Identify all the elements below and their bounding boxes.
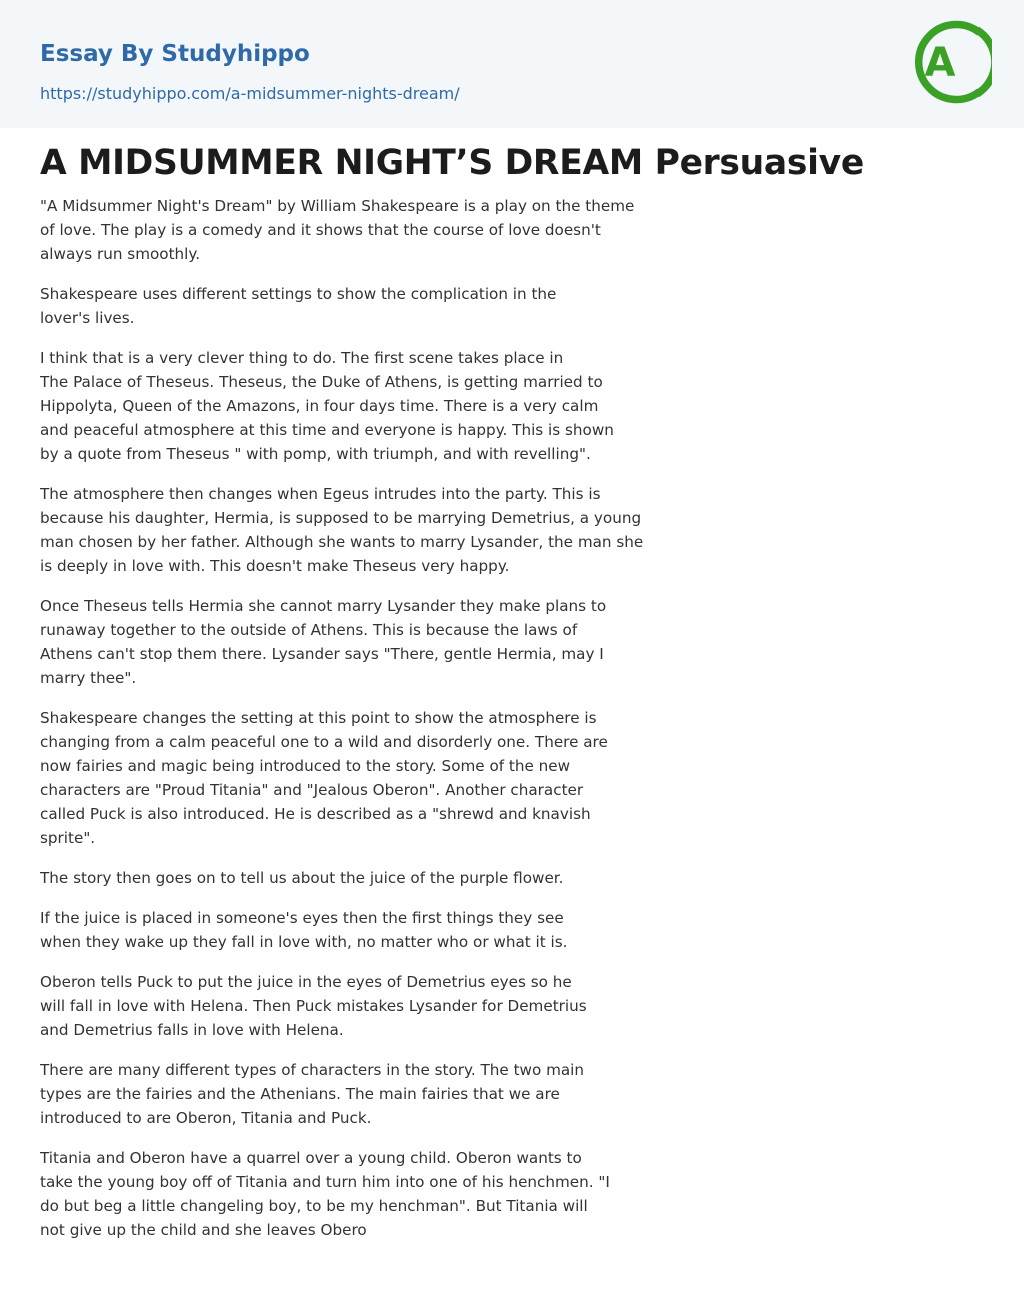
essay-url-link[interactable]: https://studyhippo.com/a-midsummer-nights-dream/ [40,84,460,103]
essay-paragraph: The atmosphere then changes when Egeus intrudes into the party. This is because his daughter, Hermia, is supposed to be marrying Demetrius, a young man chosen by her father. Although she wants to marry Lysander, the man she is deeply in love with. This doesn't make Theseus very happy. [40,485,644,575]
essay-paragraph: I think that is a very clever thing to do. The first scene takes place in The Palace of Theseus. Theseus, the Duke of Athens, is getting married to Hippolyta, Queen of the Amazons, in four days time. There is a very calm and peaceful atmosphere at this time and everyone is happy. This is shown by a quote from Theseus " with pomp, with triumph, and with revelling". [40,349,614,463]
page-header [0,0,1024,128]
essay-title: A MIDSUMMER NIGHT’S DREAM Persuasive [40,143,864,183]
essay-paragraph: There are many different types of characters in the story. The two main types are the fairies and the Athenians. The main fairies that we are introduced to are Oberon, Titania and Puck. [40,1061,585,1127]
essay-paragraph: Shakespeare uses different settings to show the complication in the lover's lives. [40,285,557,327]
essay-paragraph: Titania and Oberon have a quarrel over a young child. Oberon wants to take the young boy off of Titania and turn him into one of his henchmen. "I do but beg a little changeling boy, to be my henchman". But Titania will not give up the child and she leaves Obero [40,1149,610,1239]
brand-name: Essay By Studyhippo [40,41,310,67]
essay-body [40,194,700,1258]
essay-paragraph: "A Midsummer Night's Dream" by William Shakespeare is a play on the theme of love. The play is a comedy and it shows that the course of love doesn't always run smoothly. [40,197,635,263]
studyhippo-logo-icon [906,16,992,108]
essay-paragraph: Shakespeare changes the setting at this point to show the atmosphere is changing from a calm peaceful one to a wild and disorderly one. There are now fairies and magic being introduced to the story. Some of the new characters are "Proud Titania" and "Jealous Oberon". Another character called Puck is also introduced. He is described as a "shrewd and knavish sprite". [40,709,608,847]
essay-paragraph: If the juice is placed in someone's eyes then the first things they see when they wake up they fall in love with, no matter who or what it is. [40,909,568,951]
essay-paragraph: Oberon tells Puck to put the juice in the eyes of Demetrius eyes so he will fall in love with Helena. Then Puck mistakes Lysander for Demetrius and Demetrius falls in love with Helena. [40,973,587,1039]
essay-paragraph: Once Theseus tells Hermia she cannot marry Lysander they make plans to runaway together to the outside of Athens. This is because the laws of Athens can't stop them there. Lysander says "There, gentle Hermia, may I marry thee". [40,597,607,687]
essay-paragraph: The story then goes on to tell us about the juice of the purple flower. [40,869,564,887]
logo-letter: A [924,40,956,86]
